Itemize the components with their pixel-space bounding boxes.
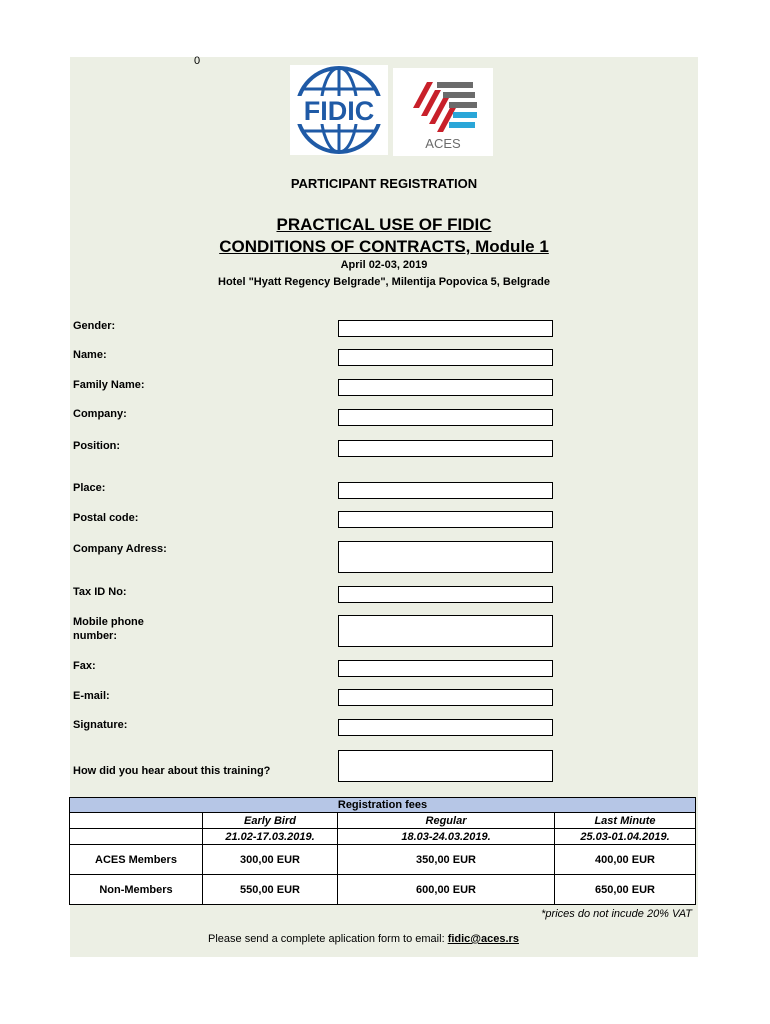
fees-col-last-minute: Last Minute [555, 813, 696, 829]
fees-title: Registration fees [70, 798, 696, 813]
corner-number: 0 [194, 55, 201, 67]
vat-note: *prices do not incude 20% VAT [541, 908, 692, 920]
aces-logo-text: ACES [425, 136, 461, 151]
company-label: Company: [73, 408, 127, 420]
family-name-label: Family Name: [73, 379, 145, 391]
position-field[interactable] [338, 440, 553, 457]
fees-period-early-bird: 21.02-17.03.2019. [203, 829, 338, 845]
signature-label: Signature: [73, 719, 128, 731]
mobile-label-line1: Mobile phone [73, 616, 144, 628]
course-title-line2: CONDITIONS OF CONTRACTS, Module 1 [219, 237, 549, 256]
email-field[interactable] [338, 689, 553, 706]
event-date: April 02-03, 2019 [340, 259, 428, 271]
family-name-field[interactable] [338, 379, 553, 396]
fees-col-early-bird: Early Bird [203, 813, 338, 829]
hear-about-label: How did you hear about this training? [73, 765, 271, 777]
fees-period-corner-cell [70, 829, 203, 845]
fees-cell: 650,00 EUR [555, 875, 696, 905]
fees-cell: 600,00 EUR [338, 875, 555, 905]
fidic-logo [290, 65, 388, 155]
hear-about-field[interactable] [338, 750, 553, 782]
fax-field[interactable] [338, 660, 553, 677]
fees-row-non-members [70, 875, 696, 905]
fees-row-members [70, 845, 696, 875]
fees-col-regular: Regular [338, 813, 555, 829]
fees-corner-cell [70, 813, 203, 829]
fax-label: Fax: [73, 660, 96, 672]
course-title-line1: PRACTICAL USE OF FIDIC [276, 215, 492, 234]
fees-row-label: Non-Members [70, 875, 203, 905]
fees-cell: 550,00 EUR [203, 875, 338, 905]
gender-label: Gender: [73, 320, 116, 332]
mobile-phone-field[interactable] [338, 615, 553, 647]
company-address-field[interactable] [338, 541, 553, 573]
tax-id-label: Tax ID No: [73, 586, 127, 598]
registration-heading: PARTICIPANT REGISTRATION [290, 176, 478, 191]
tax-id-field[interactable] [338, 586, 553, 603]
company-address-label: Company Adress: [73, 543, 167, 555]
postal-code-field[interactable] [338, 511, 553, 528]
registration-fees-table [69, 797, 696, 905]
signature-field[interactable] [338, 719, 553, 736]
email-label: E-mail: [73, 690, 110, 702]
fees-period-last-minute: 25.03-01.04.2019. [555, 829, 696, 845]
position-label: Position: [73, 440, 121, 452]
email-link[interactable]: fidic@aces.rs [447, 933, 519, 945]
place-label: Place: [73, 482, 106, 494]
fees-row-label: ACES Members [70, 845, 203, 875]
fidic-logo-text: FIDIC [303, 96, 375, 126]
name-label: Name: [73, 349, 107, 361]
fees-period-regular: 18.03-24.03.2019. [338, 829, 555, 845]
gender-field[interactable] [338, 320, 553, 337]
aces-logo [393, 68, 493, 156]
name-field[interactable] [338, 349, 553, 366]
company-field[interactable] [338, 409, 553, 426]
send-text: Please send a complete aplication form to email: [208, 933, 448, 945]
fees-cell: 400,00 EUR [555, 845, 696, 875]
fees-cell: 350,00 EUR [338, 845, 555, 875]
postal-code-label: Postal code: [73, 512, 139, 524]
submission-instructions [208, 933, 519, 945]
mobile-label-line2: number: [73, 630, 117, 642]
place-field[interactable] [338, 482, 553, 499]
fees-cell: 300,00 EUR [203, 845, 338, 875]
event-venue: Hotel "Hyatt Regency Belgrade", Milentija Popovica 5, Belgrade [218, 276, 550, 288]
